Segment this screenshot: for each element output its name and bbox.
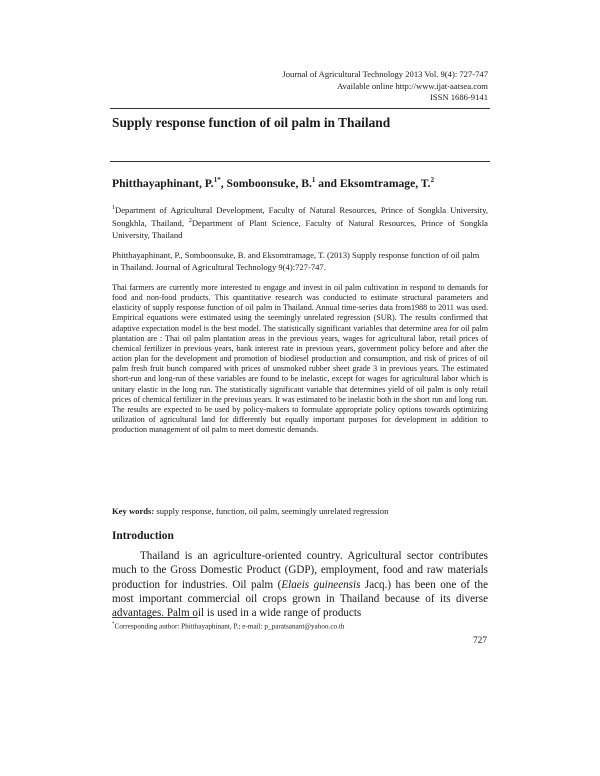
footnote-rule (112, 617, 198, 618)
intro-text-1: Thailand is an agriculture-oriented country. Agricultural sector contributes much to the Gross Domestic Product (GDP), employment, food and raw materials production for industries. Oil palm ( (112, 550, 488, 591)
footnote-mark: * (112, 622, 115, 627)
author-1: Phitthayaphinant, P. (112, 176, 214, 190)
affiliation-2-mark: 2 (188, 218, 192, 225)
introduction-body (112, 549, 488, 620)
introduction-heading: Introduction (112, 530, 174, 542)
footnote-text: Corresponding author: Phitthayaphinant, P.; e-mail: p_paratsanant@yahoo.co.th (114, 622, 345, 631)
page-number: 727 (472, 636, 487, 646)
introduction-paragraph (112, 549, 488, 620)
affiliation-1-mark: 1 (112, 205, 115, 211)
species-name: Elaeis guineensis (281, 578, 361, 591)
journal-header (282, 69, 488, 104)
keywords-text: supply response, function, oil palm, seemingly unrelated regression (154, 506, 389, 516)
citation: Phitthayaphinant, P., Somboonsuke, B. and Eksomtramage, T. (2013) Supply response function of oil palm in Thailand. Journal of Agricultural Technology 9(4):727-747. (112, 250, 480, 272)
intro-text-2: Jacq.) has been one of the most important commercial oil crops grown in Thailand because of its diverse advantages. Palm oil is used in a wide range of products (112, 578, 488, 620)
title-rule-bottom (110, 161, 490, 162)
affiliation-2: Department of Plant Science, Faculty of Natural Resources, Prince of Songkla University, Thailand (112, 218, 488, 240)
journal-issn: ISSN 1686-9141 (429, 92, 488, 102)
author-3-mark: 2 (430, 176, 435, 184)
author-2: , Somboonsuke, B. (220, 176, 312, 190)
affiliation-1: Department of Agricultural Development, Faculty of Natural Resources, Prince of Songkla University, Songkhla, Thailand, (112, 204, 488, 229)
author-2-mark: 1 (311, 176, 316, 184)
journal-citation: Journal of Agricultural Technology 2013 Vol. 9(4): 727-747 (282, 69, 488, 79)
title-rule-top (110, 108, 490, 109)
keywords (112, 506, 488, 518)
journal-url: Available online http://www.ijat-aatsea.com (336, 80, 488, 91)
footnote (112, 622, 345, 630)
affiliations (112, 203, 488, 241)
author-1-mark: 1* (213, 176, 221, 184)
author-3: and Eksomtramage, T. (315, 176, 431, 190)
author-list (112, 176, 488, 190)
keywords-label: Key words: (112, 506, 155, 516)
abstract: Thai farmers are currently more interested to engage and invest in oil palm cultivation in respond to demands for food and non-food products. This quantitative research was conducted to estimate structural parameters and elasticity of supply response function of oil palm in Thailand. Annual time-series data from1988 to 2011 was used. Empirical equations were estimated using the seemingly unrelated regression (SUR). The results confirmed that adaptive expectation model is the best model. The statistically significant variables that determine area for oil palm plantation are : Thai oil palm plantation areas in the previous years, wages for agricultural labor, retail prices of chemical fertilizer in previous years, bank interest rate in previous years, government policy before and after the action plan for the development and promotion of biodiesel production and consumption, and risk of prices of oil palm fresh fruit bunch compared with prices of unsmoked rubber sheet grade 3 in previous years. The estimated short-run and long-run of these variables are found to be inelastic, except for wages for agricultural labor which is unitary elastic in the long run. The statistically significant variable that determines yield of oil palm is only retail prices of chemical fertilizer in the previous years. It was estimated to be inelastic both in the short run and long run. The results are expected to be used by policy-makers to formulate appropriate policy options towards optimizing utilization of agricultural land for differently but equally important purposes for development in addition to production management of oil palm to meet domestic demands. (112, 283, 488, 435)
paper-title: Supply response function of oil palm in Thailand (112, 115, 391, 130)
